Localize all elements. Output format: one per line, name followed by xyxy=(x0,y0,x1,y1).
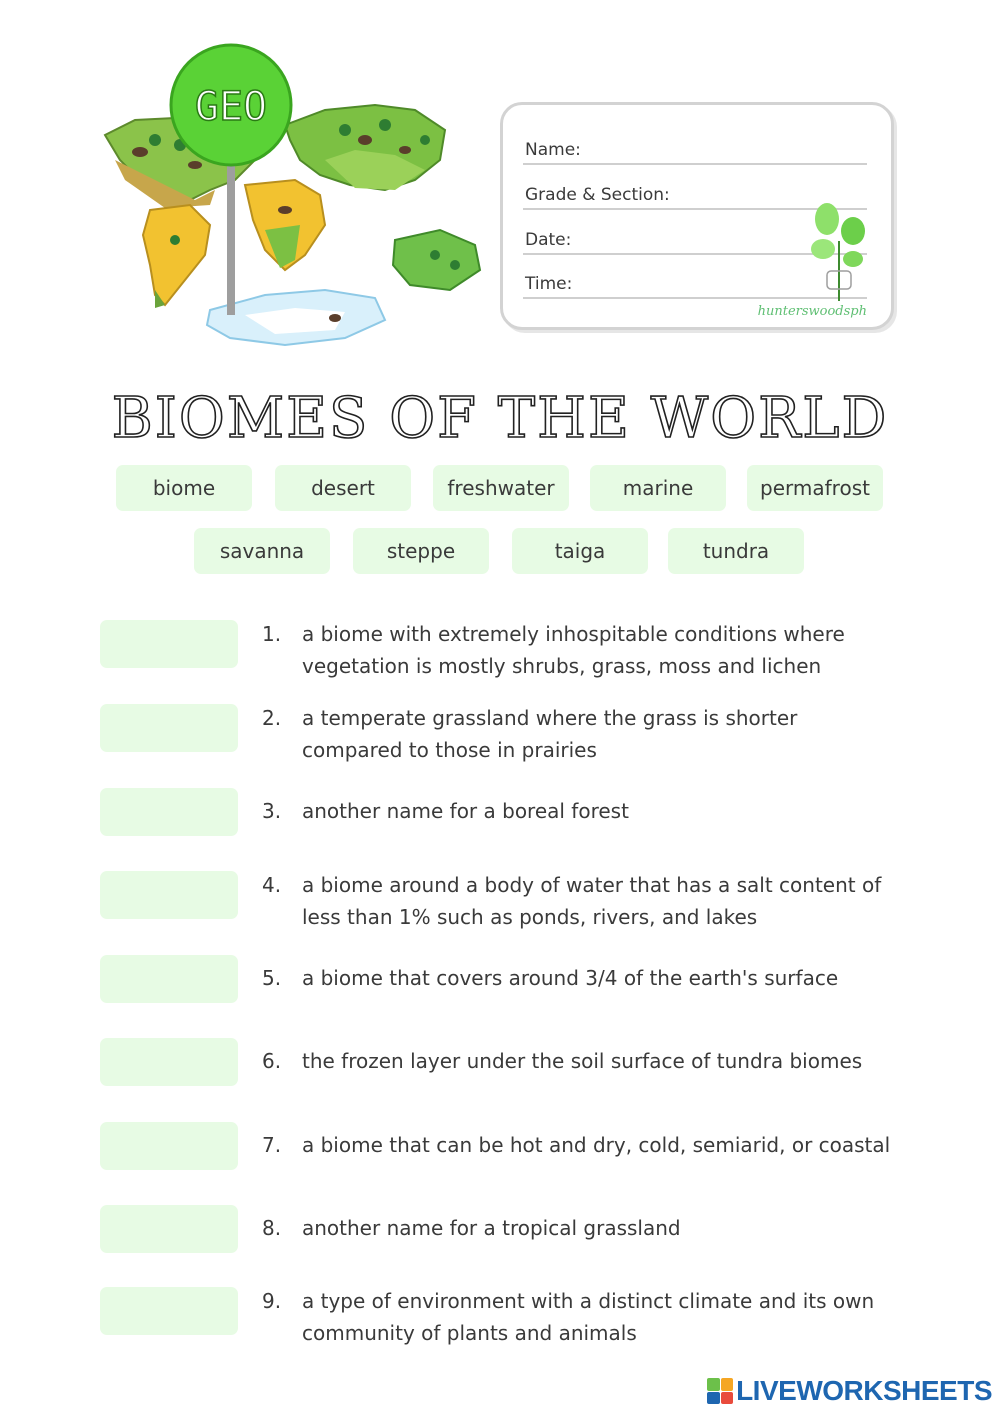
question-number: 6. xyxy=(262,1049,282,1073)
page-title: BIOMES OF THE WORLD xyxy=(111,386,889,451)
word-chip[interactable]: taiga xyxy=(512,528,648,574)
date-label: Date: xyxy=(525,230,572,250)
question-text: the frozen layer under the soil surface of tundra biomes xyxy=(302,1049,863,1073)
answer-input[interactable] xyxy=(100,1205,238,1253)
word-chip[interactable]: permafrost xyxy=(747,465,883,511)
question-text: a biome that covers around 3/4 of the earth's surface xyxy=(302,966,839,990)
answer-input[interactable] xyxy=(100,1038,238,1086)
question-number: 4. xyxy=(262,873,282,897)
answer-input[interactable] xyxy=(100,704,238,752)
word-chip[interactable]: marine xyxy=(590,465,726,511)
answer-input[interactable] xyxy=(100,1287,238,1335)
answer-input[interactable] xyxy=(100,955,238,1003)
question-text: a temperate grassland where the grass is shorter compared to those in prairies xyxy=(302,706,798,762)
plant-illustration xyxy=(809,201,869,301)
signature-watermark: hunterswoodsph xyxy=(757,304,867,319)
name-label: Name: xyxy=(525,140,581,160)
grade-section-label: Grade & Section: xyxy=(525,185,670,205)
question-number: 5. xyxy=(262,966,282,990)
question-number: 3. xyxy=(262,799,282,823)
word-chip[interactable]: desert xyxy=(275,465,411,511)
question-number: 2. xyxy=(262,706,282,730)
question-number: 8. xyxy=(262,1216,282,1240)
liveworksheets-logo[interactable] xyxy=(707,1376,992,1406)
question-text: a biome that can be hot and dry, cold, semiarid, or coastal xyxy=(302,1133,891,1157)
question-text: a biome with extremely inhospitable conditions where vegetation is mostly shrubs, grass, moss and lichen xyxy=(302,622,845,678)
name-field[interactable] xyxy=(523,133,867,165)
question-number: 7. xyxy=(262,1133,282,1157)
geo-badge-label: GEO xyxy=(194,84,268,130)
logo-text: LIVEWORKSHEETS xyxy=(736,1375,992,1406)
answer-input[interactable] xyxy=(100,871,238,919)
question-text: another name for a boreal forest xyxy=(302,799,629,823)
word-chip[interactable]: steppe xyxy=(353,528,489,574)
question-number: 9. xyxy=(262,1289,282,1313)
answer-input[interactable] xyxy=(100,620,238,668)
question-text: another name for a tropical grassland xyxy=(302,1216,681,1240)
liveworksheets-logo-icon xyxy=(707,1378,733,1404)
word-chip[interactable]: freshwater xyxy=(433,465,569,511)
word-chip[interactable]: biome xyxy=(116,465,252,511)
word-chip[interactable]: savanna xyxy=(194,528,330,574)
question-text: a biome around a body of water that has a salt content of less than 1% such as ponds, rivers, and lakes xyxy=(302,873,882,929)
world-map-illustration xyxy=(95,40,495,360)
time-label: Time: xyxy=(525,274,573,294)
word-chip[interactable]: tundra xyxy=(668,528,804,574)
question-text: a type of environment with a distinct climate and its own community of plants and animals xyxy=(302,1289,875,1345)
question-number: 1. xyxy=(262,622,282,646)
student-info-card xyxy=(500,102,894,330)
answer-input[interactable] xyxy=(100,1122,238,1170)
answer-input[interactable] xyxy=(100,788,238,836)
